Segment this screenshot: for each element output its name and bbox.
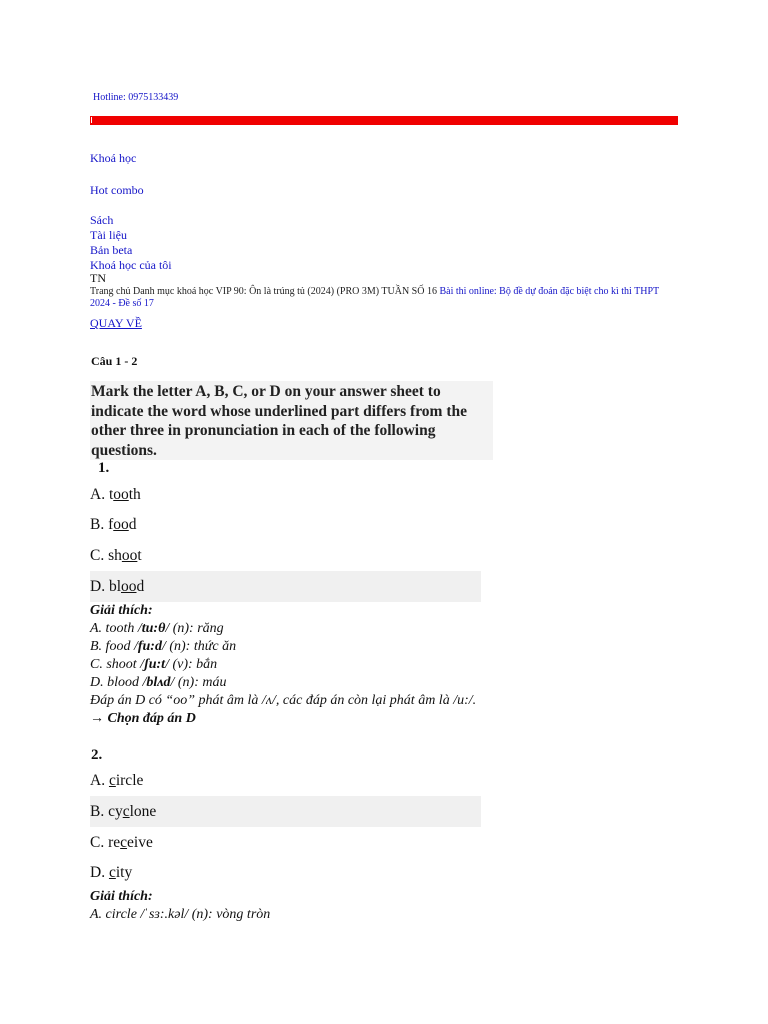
nav-item-documents[interactable]: Tài liệu	[90, 228, 127, 242]
explanation-line: D. blood /blʌd/ (n): máu	[90, 675, 227, 690]
option-text: th	[128, 486, 141, 503]
option-text: ircle	[115, 772, 144, 789]
option-underlined: oo	[121, 578, 137, 595]
breadcrumb	[90, 286, 680, 310]
nav-item-my-courses[interactable]: Khoá học của tôi	[90, 258, 172, 272]
option-a[interactable]	[90, 765, 481, 796]
explanation-line: A. tooth /tu:θ/ (n): răng	[90, 621, 224, 636]
question-number: 1.	[98, 460, 110, 476]
breadcrumb-home[interactable]: Trang chủ	[90, 286, 131, 297]
option-underlined: c	[120, 834, 128, 851]
breadcrumb-course[interactable]: VIP 90: Ôn là trúng tủ (2024) (PRO 3M)	[215, 286, 380, 297]
nav-item-hot-combo[interactable]: Hot combo	[90, 183, 144, 197]
red-bar-mark	[91, 117, 92, 123]
nav-item-courses[interactable]: Khoá học	[90, 151, 137, 165]
option-text: D.	[90, 864, 109, 881]
nav-item-books[interactable]: Sách	[90, 213, 114, 227]
nav-item-beta[interactable]: Bản beta	[90, 243, 133, 257]
option-a[interactable]	[90, 479, 481, 510]
option-b-correct[interactable]	[90, 796, 481, 827]
explanation-1	[90, 602, 490, 728]
option-c[interactable]	[90, 827, 481, 858]
option-c[interactable]	[90, 540, 481, 571]
option-text: d	[128, 516, 137, 533]
option-text: C. re	[90, 834, 121, 851]
option-b[interactable]	[90, 509, 481, 540]
user-initials[interactable]: TN	[90, 271, 106, 285]
instruction-box	[90, 381, 493, 460]
breadcrumb-week[interactable]: TUẦN SỐ 16	[381, 286, 437, 297]
option-underlined: oo	[113, 486, 129, 503]
instruction-text: Mark the letter A, B, C, or D on your answer sheet to indicate the word whose underlined part differs from the other three in pronunciation in each of the following questions.	[91, 383, 467, 459]
explanation-2	[90, 888, 490, 924]
question-number: 2.	[91, 747, 103, 763]
option-text: t	[137, 547, 142, 564]
explanation-line: A. circle /ˈsɜ:.kəl/ (n): vòng tròn	[90, 907, 271, 922]
explanation-note: Đáp án D có “oo” phát âm là /ʌ/, các đáp án còn lại phát âm là /u:/.	[90, 693, 477, 708]
breadcrumb-current-exam[interactable]: Bài thi online: Bộ đề dự đoán đặc biệt cho kì thi THPT 2024 - Đề số 17	[90, 286, 659, 309]
option-text: D. bl	[90, 578, 121, 595]
header-red-bar	[90, 116, 678, 125]
option-d[interactable]	[90, 857, 481, 888]
option-underlined: oo	[113, 516, 129, 533]
option-text: lone	[129, 803, 157, 820]
explanation-line: C. shoot /ʃu:t/ (v): bắn	[90, 657, 218, 672]
option-underlined: c	[122, 803, 130, 820]
back-link[interactable]: QUAY VỀ	[90, 316, 142, 330]
question-range: Câu 1 - 2	[91, 354, 138, 368]
option-underlined: c	[108, 772, 116, 789]
explanation-answer: → Chọn đáp án D	[90, 711, 196, 726]
option-underlined: oo	[121, 547, 138, 564]
option-text: C. sh	[90, 547, 122, 564]
option-text: B. f	[90, 516, 114, 533]
hotline-link[interactable]: Hotline: 0975133439	[93, 92, 179, 103]
option-text: A.	[90, 772, 109, 789]
option-text: A. t	[90, 486, 114, 503]
option-text: B. cy	[90, 803, 123, 820]
option-text: ity	[115, 864, 133, 881]
explanation-title: Giải thích:	[90, 889, 153, 904]
option-text: d	[136, 578, 145, 595]
explanation-line: B. food /fu:d/ (n): thức ăn	[90, 639, 237, 654]
breadcrumb-category[interactable]: Danh mục khoá học	[132, 286, 214, 297]
option-text: eive	[127, 834, 153, 851]
explanation-title: Giải thích:	[90, 603, 153, 618]
option-d-correct[interactable]	[90, 571, 481, 602]
option-underlined: c	[108, 864, 116, 881]
